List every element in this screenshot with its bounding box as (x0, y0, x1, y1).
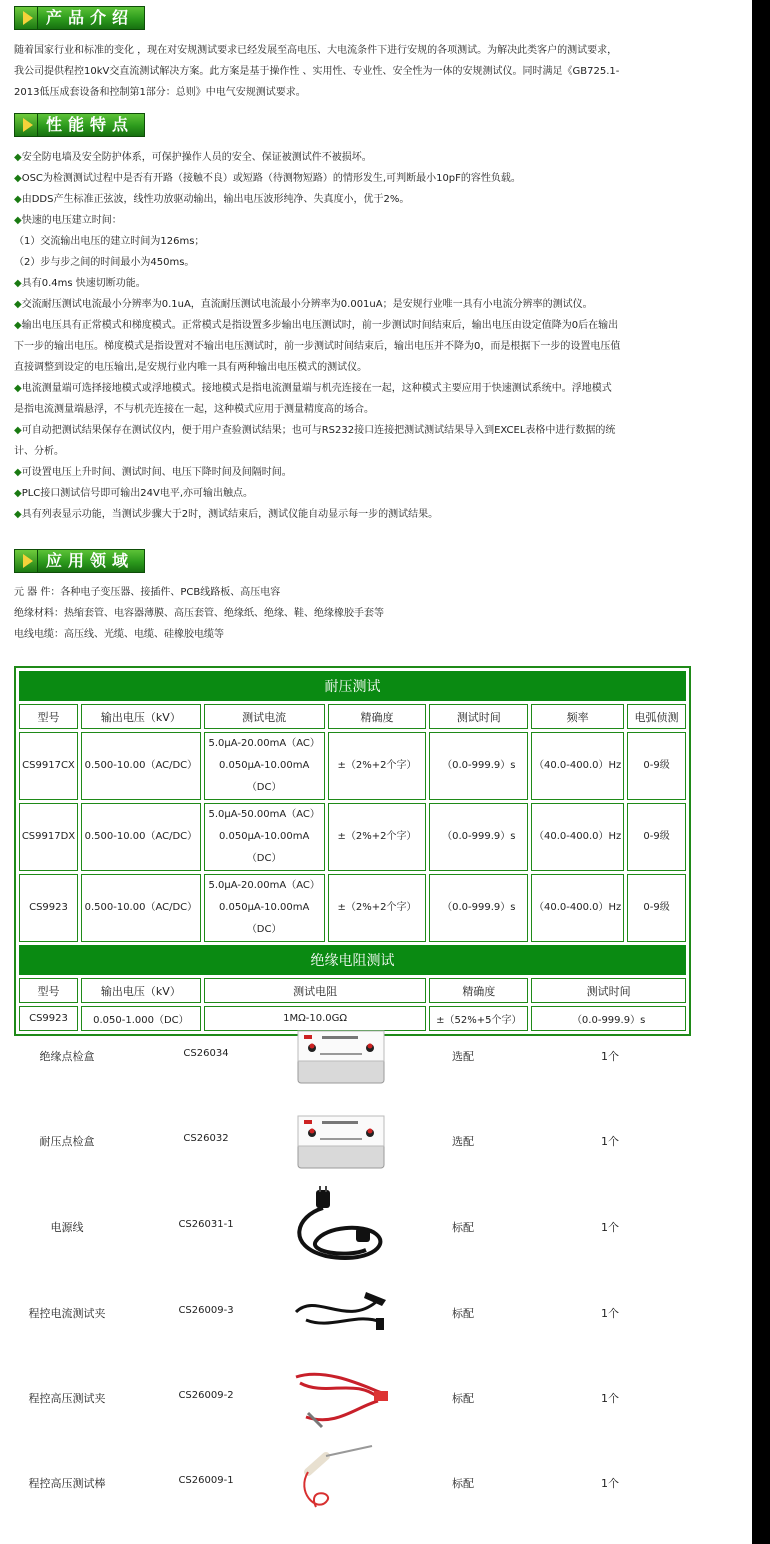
accessory-qty: 1个 (601, 1221, 619, 1234)
diamond-bullet-icon: ◆ (14, 467, 22, 478)
features-list (14, 147, 664, 525)
accessory-qty: 1个 (601, 1307, 619, 1320)
section-header-features (14, 113, 145, 137)
black-clip-image (286, 1272, 396, 1352)
feature-line (14, 357, 664, 378)
feature-text: 电流测量端可选择接地模式或浮地模式。接地模式是指电流测量端与机壳连接在一起，这种模式主要应用于快速测试系统中。浮地模式 (21, 383, 612, 394)
accessory-type: 标配 (452, 1221, 474, 1234)
check-box-image (286, 1100, 396, 1180)
accessory-name: 耐压点检盒 (39, 1135, 95, 1148)
table-row (19, 732, 686, 800)
column-header: 测试电阻 (204, 978, 427, 1003)
time-cell: （0.0-999.9）s (429, 874, 528, 942)
diamond-bullet-icon: ◆ (14, 425, 22, 436)
column-header: 精确度 (328, 704, 427, 729)
feature-line (14, 336, 664, 357)
column-header: 输出电压（kV） (81, 978, 201, 1003)
feature-text: 计、分析。 (14, 446, 64, 457)
probe-rod-image (286, 1442, 396, 1522)
feature-text: 交流耐压测试电流最小分辨率为0.1uA，直流耐压测试电流最小分辨率为0.001uA；是安规行业唯一具有小电流分辨率的测试仪。 (21, 299, 593, 310)
red-clip-image (286, 1357, 396, 1437)
accessory-row (0, 1186, 752, 1266)
feature-text: PLC接口测试信号即可输出24V电平,亦可输出触点。 (21, 488, 254, 499)
frequency-cell: （40.0-400.0）Hz (531, 803, 624, 871)
model-cell: CS9917CX (19, 732, 78, 800)
section-header-intro (14, 6, 145, 30)
insulation-table-title: 绝缘电阻测试 (19, 945, 686, 975)
spec-table (14, 666, 691, 1036)
model-cell: CS9923 (19, 1006, 78, 1031)
accessory-name: 程控电流测试夹 (28, 1307, 106, 1320)
feature-line (14, 441, 664, 462)
intro-line: 2013低压成套设备和控制第1部分：总则》中电气安规测试要求。 (14, 87, 306, 98)
accessory-type: 选配 (452, 1135, 474, 1148)
feature-text: 具有0.4ms 快速切断功能。 (21, 278, 146, 289)
accuracy-cell: ±（52%+5个字） (429, 1006, 528, 1031)
table-row (19, 803, 686, 871)
withstand-table-title: 耐压测试 (19, 671, 686, 701)
feature-text: 快速的电压建立时间： (21, 215, 122, 226)
intro-line: 我公司提供程控10kV交直流测试解决方案。此方案是基于操作性 、实用性、专业性、安全性为一体的安规测试仪。同时满足《GB725.1- (14, 66, 620, 77)
feature-line (14, 252, 664, 273)
column-header: 测试时间 (531, 978, 686, 1003)
feature-line (14, 147, 664, 168)
accessory-type: 标配 (452, 1477, 474, 1490)
power-cord-image (286, 1186, 396, 1266)
accessory-name: 绝缘点检盒 (39, 1050, 95, 1063)
feature-line (14, 168, 664, 189)
section-header-applications (14, 549, 145, 573)
time-cell: （0.0-999.9）s (531, 1006, 686, 1031)
current-ac: 5.0μA-20.00mA（AC） (208, 880, 320, 891)
feature-text: 直接调整到设定的电压输出,是安规行业内唯一具有两种输出电压模式的测试仪。 (14, 362, 368, 373)
voltage-cell: 0.500-10.00（AC/DC） (81, 732, 201, 800)
current-dc: 0.050μA-10.00mA（DC） (218, 760, 310, 793)
feature-line (14, 420, 664, 441)
accessory-qty: 1个 (601, 1135, 619, 1148)
arrow-icon (14, 549, 38, 573)
diamond-bullet-icon: ◆ (14, 320, 22, 331)
diamond-bullet-icon: ◆ (14, 509, 22, 520)
accessory-row (0, 1272, 752, 1352)
check-box-image (286, 1015, 396, 1095)
accessory-qty: 1个 (601, 1477, 619, 1490)
feature-line (14, 315, 664, 336)
table-row (19, 874, 686, 942)
diamond-bullet-icon: ◆ (14, 278, 22, 289)
section-title-intro: 产品介绍 (38, 6, 145, 30)
accuracy-cell: ±（2%+2个字） (328, 803, 427, 871)
accessory-code: CS26009-1 (178, 1475, 234, 1486)
diamond-bullet-icon: ◆ (14, 383, 22, 394)
frequency-cell: （40.0-400.0）Hz (531, 874, 624, 942)
time-cell: （0.0-999.9）s (429, 732, 528, 800)
resistance-cell: 1MΩ-10.0GΩ (204, 1006, 427, 1031)
feature-text: （1）交流输出电压的建立时间为126ms； (14, 236, 205, 247)
feature-text: 由DDS产生标准正弦波，线性功放驱动输出，输出电压波形纯净、失真度小，优于2%。 (21, 194, 410, 205)
accessory-code: CS26032 (183, 1133, 229, 1144)
column-header: 输出电压（kV） (81, 704, 201, 729)
current-cell (204, 874, 325, 942)
time-cell: （0.0-999.9）s (429, 803, 528, 871)
voltage-cell: 0.500-10.00（AC/DC） (81, 874, 201, 942)
frequency-cell: （40.0-400.0）Hz (531, 732, 624, 800)
voltage-cell: 0.050-1.000（DC） (81, 1006, 201, 1031)
accessory-type: 标配 (452, 1392, 474, 1405)
accessory-row (0, 1442, 752, 1522)
arrow-icon (14, 113, 38, 137)
feature-text: 具有列表显示功能，当测试步骤大于2时，测试结束后，测试仪能自动显示每一步的测试结果。 (21, 509, 439, 520)
diamond-bullet-icon: ◆ (14, 152, 22, 163)
column-header: 频率 (531, 704, 624, 729)
model-cell: CS9917DX (19, 803, 78, 871)
current-dc: 0.050μA-10.00mA（DC） (218, 902, 310, 935)
feature-text: 输出电压具有正常模式和梯度模式。正常模式是指设置多步输出电压测试时，前一步测试时间结束后，输出电压由设定值降为0后在输出 (21, 320, 619, 331)
feature-line (14, 189, 664, 210)
feature-line (14, 504, 664, 525)
accessory-row (0, 1015, 752, 1095)
feature-line (14, 273, 664, 294)
accessory-code: CS26009-3 (178, 1305, 234, 1316)
diamond-bullet-icon: ◆ (14, 194, 22, 205)
application-line: 绝缘材料：热缩套管、电容器薄膜、高压套管、绝缘纸、绝缘、鞋、绝缘橡胶手套等 (14, 608, 384, 619)
feature-line (14, 378, 664, 399)
intro-paragraph (14, 40, 654, 103)
feature-line (14, 294, 664, 315)
current-cell (204, 732, 325, 800)
accessory-type: 标配 (452, 1307, 474, 1320)
feature-text: 可设置电压上升时间、测试时间、电压下降时间及间隔时间。 (21, 467, 292, 478)
applications-list (14, 582, 654, 645)
accessory-code: CS26034 (183, 1048, 229, 1059)
feature-line (14, 462, 664, 483)
arc-cell: 0-9级 (627, 874, 686, 942)
column-header: 测试电流 (204, 704, 325, 729)
accessory-code: CS26009-2 (178, 1390, 234, 1401)
application-line: 元 器 件：各种电子变压器、接插件、PCB线路板、高压电容 (14, 587, 281, 598)
accessory-type: 选配 (452, 1050, 474, 1063)
right-edge-strip (752, 0, 770, 1544)
section-title-features: 性能特点 (38, 113, 145, 137)
accuracy-cell: ±（2%+2个字） (328, 732, 427, 800)
column-header: 精确度 (429, 978, 528, 1003)
feature-text: 下一步的输出电压。梯度模式是指设置对不输出电压测试时，前一步测试时间结束后，输出电压并不降为0，而是根据下一步的设置电压值 (14, 341, 621, 352)
feature-text: OSC为检测测试过程中是否有开路（接触不良）或短路（待测物短路）的情形发生,可判断最小10pF的容性负载。 (21, 173, 521, 184)
diamond-bullet-icon: ◆ (14, 299, 22, 310)
accessory-qty: 1个 (601, 1050, 619, 1063)
column-header: 电弧侦测 (627, 704, 686, 729)
model-cell: CS9923 (19, 874, 78, 942)
current-cell (204, 803, 325, 871)
arc-cell: 0-9级 (627, 803, 686, 871)
current-ac: 5.0μA-50.00mA（AC） (208, 809, 320, 820)
feature-line (14, 399, 664, 420)
column-header: 型号 (19, 704, 78, 729)
feature-line (14, 210, 664, 231)
application-line: 电线电缆：高压线、光缆、电缆、硅橡胶电缆等 (14, 629, 224, 640)
current-ac: 5.0μA-20.00mA（AC） (208, 738, 320, 749)
current-dc: 0.050μA-10.00mA（DC） (218, 831, 310, 864)
feature-text: （2）步与步之间的时间最小为450ms。 (14, 257, 195, 268)
feature-text: 可自动把测试结果保存在测试仪内，便于用户查验测试结果；也可与RS232接口连接把测试测试结果导入到EXCEL表格中进行数据的统 (21, 425, 616, 436)
accessory-row (0, 1100, 752, 1180)
arc-cell: 0-9级 (627, 732, 686, 800)
accessory-qty: 1个 (601, 1392, 619, 1405)
accessory-name: 电源线 (50, 1221, 84, 1234)
column-header: 型号 (19, 978, 78, 1003)
arrow-icon (14, 6, 38, 30)
feature-line (14, 231, 664, 252)
diamond-bullet-icon: ◆ (14, 488, 22, 499)
voltage-cell: 0.500-10.00（AC/DC） (81, 803, 201, 871)
accuracy-cell: ±（2%+2个字） (328, 874, 427, 942)
accessory-name: 程控高压测试棒 (28, 1477, 106, 1490)
column-header: 测试时间 (429, 704, 528, 729)
accessory-name: 程控高压测试夹 (28, 1392, 106, 1405)
feature-text: 安全防电墙及安全防护体系，可保护操作人员的安全、保证被测试件不被损坏。 (21, 152, 372, 163)
feature-line (14, 483, 664, 504)
diamond-bullet-icon: ◆ (14, 215, 22, 226)
feature-text: 是指电流测量端悬浮，不与机壳连接在一起，这种模式应用于测量精度高的场合。 (14, 404, 374, 415)
intro-line: 随着国家行业和标准的变化 ，现在对安规测试要求已经发展至高电压、大电流条件下进行安规的各项测试。为解决此类客户的测试要求， (14, 45, 618, 56)
accessory-code: CS26031-1 (178, 1219, 234, 1230)
section-title-applications: 应用领域 (38, 549, 145, 573)
diamond-bullet-icon: ◆ (14, 173, 22, 184)
accessory-row (0, 1357, 752, 1437)
